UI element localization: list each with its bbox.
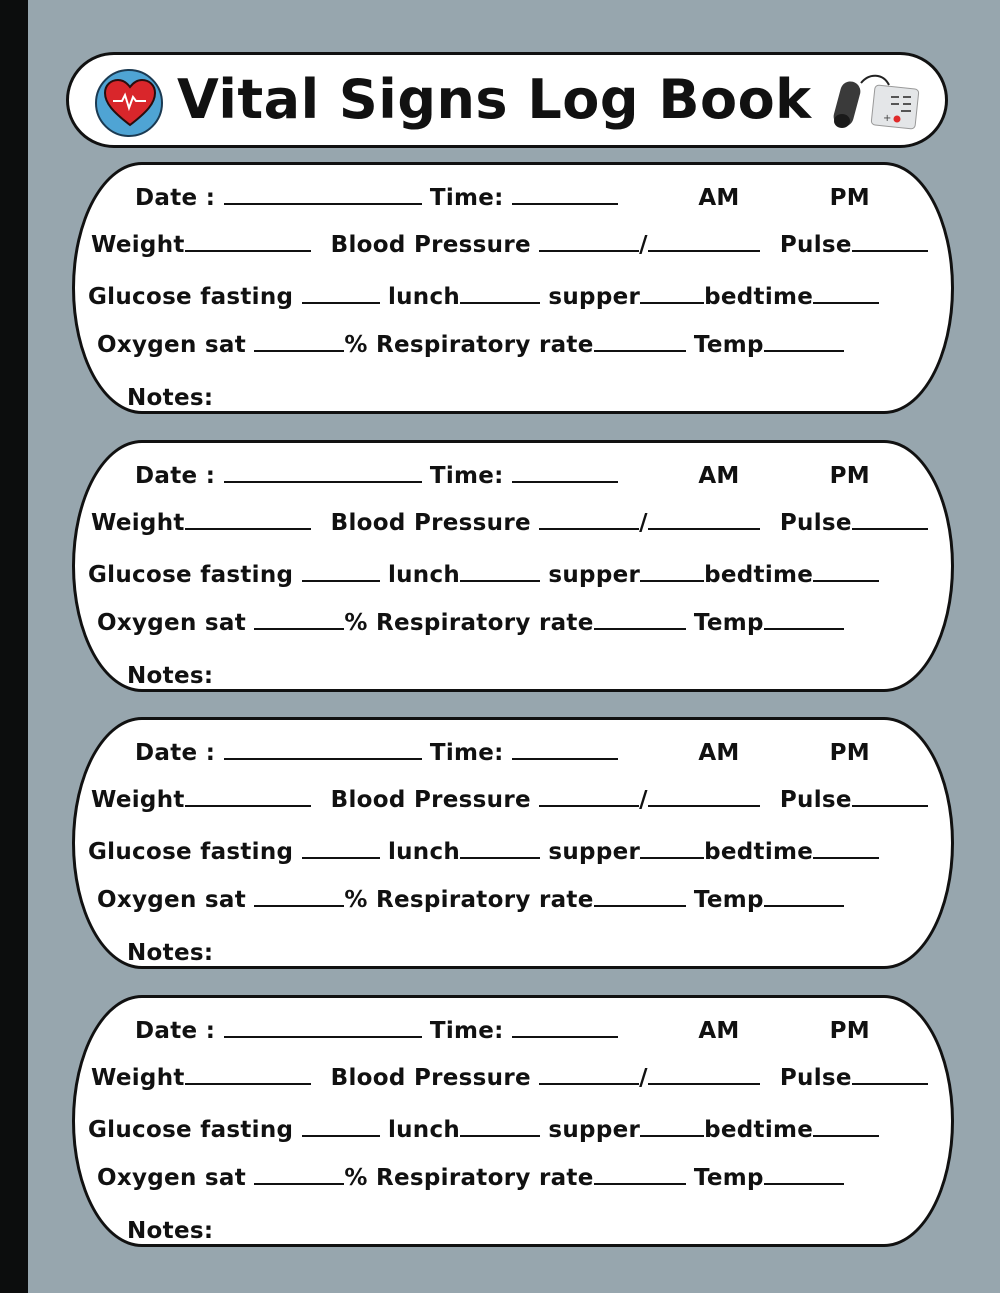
supper-field[interactable] — [640, 560, 704, 582]
time-label: Time: — [429, 185, 504, 211]
temp-field[interactable] — [764, 1163, 844, 1185]
supper-label: supper — [548, 1117, 641, 1143]
svg-text:+: + — [883, 113, 892, 124]
date-field[interactable] — [224, 738, 422, 760]
lunch-label: lunch — [387, 284, 461, 310]
respiratory-rate-label: % Respiratory rate — [344, 332, 594, 358]
am-option: AM — [698, 463, 740, 489]
pulse-label: Pulse — [779, 232, 852, 258]
respiratory-rate-field[interactable] — [594, 885, 686, 907]
title-banner — [66, 52, 948, 148]
lunch-field[interactable] — [460, 560, 540, 582]
oxygen-sat-label: Oxygen sat — [97, 1165, 247, 1191]
glucose-fasting-label: Glucose fasting — [88, 562, 294, 588]
date-label: Date : — [135, 463, 216, 489]
bedtime-label: bedtime — [704, 1117, 814, 1143]
bp-separator: / — [639, 1065, 648, 1091]
time-field[interactable] — [512, 1016, 618, 1038]
weight-field[interactable] — [185, 230, 311, 252]
pulse-label: Pulse — [779, 510, 852, 536]
weight-bp-row — [91, 1063, 928, 1091]
temp-label: Temp — [693, 332, 764, 358]
supper-label: supper — [548, 284, 641, 310]
pulse-field[interactable] — [852, 508, 928, 530]
date-field[interactable] — [224, 461, 422, 483]
lunch-field[interactable] — [460, 1115, 540, 1137]
time-label: Time: — [429, 463, 504, 489]
bp-separator: / — [639, 510, 648, 536]
time-field[interactable] — [512, 738, 618, 760]
notes-row — [127, 1218, 213, 1244]
time-label: Time: — [429, 1018, 504, 1044]
date-field[interactable] — [224, 183, 422, 205]
blood-pressure-monitor-icon — [833, 73, 925, 137]
book-spine — [0, 0, 28, 1293]
respiratory-rate-field[interactable] — [594, 1163, 686, 1185]
weight-bp-row — [91, 785, 928, 813]
respiratory-rate-field[interactable] — [594, 608, 686, 630]
pulse-field[interactable] — [852, 785, 928, 807]
supper-field[interactable] — [640, 1115, 704, 1137]
bedtime-field[interactable] — [813, 560, 879, 582]
vital-entry-card — [72, 440, 954, 692]
bp-systolic-field[interactable] — [539, 230, 639, 252]
pm-option: PM — [829, 185, 870, 211]
time-field[interactable] — [512, 461, 618, 483]
notes-row — [127, 385, 213, 411]
supper-label: supper — [548, 839, 641, 865]
weight-label: Weight — [91, 1065, 185, 1091]
temp-label: Temp — [693, 887, 764, 913]
weight-bp-row — [91, 230, 928, 258]
lunch-field[interactable] — [460, 282, 540, 304]
notes-label: Notes: — [127, 940, 214, 966]
glucose-fasting-label: Glucose fasting — [88, 839, 294, 865]
bedtime-label: bedtime — [704, 284, 814, 310]
date-time-row — [135, 461, 870, 489]
bedtime-field[interactable] — [813, 1115, 879, 1137]
oxygen-sat-field[interactable] — [254, 885, 344, 907]
weight-label: Weight — [91, 510, 185, 536]
bedtime-label: bedtime — [704, 562, 814, 588]
oxygen-sat-field[interactable] — [254, 1163, 344, 1185]
temp-label: Temp — [693, 610, 764, 636]
bedtime-field[interactable] — [813, 282, 879, 304]
glucose-row — [88, 1115, 879, 1143]
vital-entry-card — [72, 995, 954, 1247]
oxygen-sat-field[interactable] — [254, 608, 344, 630]
blood-pressure-label: Blood Pressure — [330, 1065, 531, 1091]
lunch-label: lunch — [387, 1117, 461, 1143]
glucose-fasting-field[interactable] — [302, 1115, 380, 1137]
date-field[interactable] — [224, 1016, 422, 1038]
time-label: Time: — [429, 740, 504, 766]
temp-field[interactable] — [764, 330, 844, 352]
glucose-fasting-field[interactable] — [302, 837, 380, 859]
lunch-field[interactable] — [460, 837, 540, 859]
date-label: Date : — [135, 1018, 216, 1044]
lunch-label: lunch — [387, 839, 461, 865]
notes-label: Notes: — [127, 385, 214, 411]
oxygen-sat-label: Oxygen sat — [97, 610, 247, 636]
oxygen-sat-field[interactable] — [254, 330, 344, 352]
glucose-fasting-label: Glucose fasting — [88, 284, 294, 310]
oxygen-row — [97, 885, 844, 913]
oxygen-row — [97, 330, 844, 358]
pm-option: PM — [829, 740, 870, 766]
bp-systolic-field[interactable] — [539, 508, 639, 530]
respiratory-rate-label: % Respiratory rate — [344, 887, 594, 913]
temp-field[interactable] — [764, 608, 844, 630]
oxygen-row — [97, 608, 844, 636]
notes-row — [127, 940, 213, 966]
weight-label: Weight — [91, 232, 185, 258]
respiratory-rate-label: % Respiratory rate — [344, 610, 594, 636]
am-option: AM — [698, 740, 740, 766]
weight-field[interactable] — [185, 1063, 311, 1085]
am-option: AM — [698, 1018, 740, 1044]
blood-pressure-label: Blood Pressure — [330, 232, 531, 258]
bp-diastolic-field[interactable] — [648, 785, 760, 807]
respiratory-rate-field[interactable] — [594, 330, 686, 352]
blood-pressure-label: Blood Pressure — [330, 510, 531, 536]
bp-separator: / — [639, 232, 648, 258]
heart-pulse-icon — [95, 69, 163, 137]
glucose-fasting-label: Glucose fasting — [88, 1117, 294, 1143]
bp-diastolic-field[interactable] — [648, 508, 760, 530]
notes-label: Notes: — [127, 1218, 214, 1244]
vital-entry-card — [72, 717, 954, 969]
bp-diastolic-field[interactable] — [648, 230, 760, 252]
supper-label: supper — [548, 562, 641, 588]
time-field[interactable] — [512, 183, 618, 205]
bp-diastolic-field[interactable] — [648, 1063, 760, 1085]
pulse-field[interactable] — [852, 230, 928, 252]
glucose-fasting-field[interactable] — [302, 560, 380, 582]
vital-entry-card — [72, 162, 954, 414]
weight-field[interactable] — [185, 508, 311, 530]
pulse-label: Pulse — [779, 1065, 852, 1091]
bp-separator: / — [639, 787, 648, 813]
bp-systolic-field[interactable] — [539, 785, 639, 807]
date-label: Date : — [135, 185, 216, 211]
oxygen-row — [97, 1163, 844, 1191]
am-option: AM — [698, 185, 740, 211]
date-time-row — [135, 1016, 870, 1044]
bedtime-label: bedtime — [704, 839, 814, 865]
weight-field[interactable] — [185, 785, 311, 807]
pulse-label: Pulse — [779, 787, 852, 813]
bedtime-field[interactable] — [813, 837, 879, 859]
bp-systolic-field[interactable] — [539, 1063, 639, 1085]
date-label: Date : — [135, 740, 216, 766]
supper-field[interactable] — [640, 837, 704, 859]
temp-label: Temp — [693, 1165, 764, 1191]
notes-row — [127, 663, 213, 689]
glucose-row — [88, 282, 879, 310]
date-time-row — [135, 738, 870, 766]
glucose-row — [88, 837, 879, 865]
blood-pressure-label: Blood Pressure — [330, 787, 531, 813]
date-time-row — [135, 183, 870, 211]
glucose-row — [88, 560, 879, 588]
oxygen-sat-label: Oxygen sat — [97, 887, 247, 913]
weight-label: Weight — [91, 787, 185, 813]
page-title: Vital Signs Log Book — [177, 68, 812, 131]
oxygen-sat-label: Oxygen sat — [97, 332, 247, 358]
supper-field[interactable] — [640, 282, 704, 304]
weight-bp-row — [91, 508, 928, 536]
pm-option: PM — [829, 1018, 870, 1044]
glucose-fasting-field[interactable] — [302, 282, 380, 304]
temp-field[interactable] — [764, 885, 844, 907]
pulse-field[interactable] — [852, 1063, 928, 1085]
notes-label: Notes: — [127, 663, 214, 689]
pm-option: PM — [829, 463, 870, 489]
lunch-label: lunch — [387, 562, 461, 588]
respiratory-rate-label: % Respiratory rate — [344, 1165, 594, 1191]
